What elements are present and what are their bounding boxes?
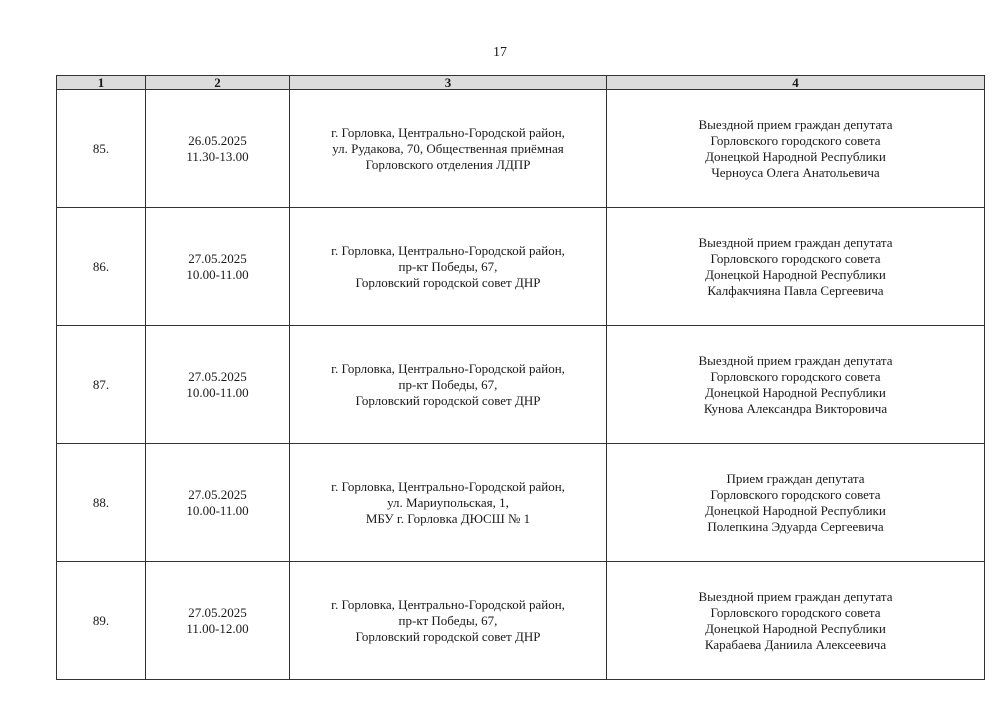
row-event: Выездной прием граждан депутата Горловского городского совета Донецкой Народной Республики Черноуса Олега Анатольевича	[607, 90, 985, 208]
row-place: г. Горловка, Центрально-Городской район, пр-кт Победы, 67, Горловский городской совет ДНР	[290, 208, 607, 326]
row-event: Выездной прием граждан депутата Горловского городского совета Донецкой Народной Республики Карабаева Даниила Алексеевича	[607, 562, 985, 680]
table-row	[57, 90, 985, 208]
row-number: 87.	[57, 326, 146, 444]
row-date-time: 27.05.2025 10.00-11.00	[146, 208, 290, 326]
row-event: Выездной прием граждан депутата Горловского городского совета Донецкой Народной Республики Калфакчияна Павла Сергеевича	[607, 208, 985, 326]
row-place: г. Горловка, Центрально-Городской район, ул. Рудакова, 70, Общественная приёмная Горловского отделения ЛДПР	[290, 90, 607, 208]
table-row	[57, 208, 985, 326]
row-number: 85.	[57, 90, 146, 208]
row-place: г. Горловка, Центрально-Городской район, ул. Мариупольская, 1, МБУ г. Горловка ДЮСШ № 1	[290, 444, 607, 562]
header-col-1: 1	[57, 76, 146, 90]
row-date-time: 26.05.2025 11.30-13.00	[146, 90, 290, 208]
row-place: г. Горловка, Центрально-Городской район, пр-кт Победы, 67, Горловский городской совет ДНР	[290, 326, 607, 444]
page-number: 17	[493, 45, 507, 60]
row-place: г. Горловка, Центрально-Городской район, пр-кт Победы, 67, Горловский городской совет ДНР	[290, 562, 607, 680]
table-row	[57, 562, 985, 680]
row-number: 88.	[57, 444, 146, 562]
row-date-time: 27.05.2025 10.00-11.00	[146, 444, 290, 562]
row-event: Выездной прием граждан депутата Горловского городского совета Донецкой Народной Республики Кунова Александра Викторовича	[607, 326, 985, 444]
table-header-row	[57, 76, 985, 90]
row-number: 89.	[57, 562, 146, 680]
header-col-3: 3	[290, 76, 607, 90]
row-date-time: 27.05.2025 11.00-12.00	[146, 562, 290, 680]
row-number: 86.	[57, 208, 146, 326]
row-date-time: 27.05.2025 10.00-11.00	[146, 326, 290, 444]
header-col-2: 2	[146, 76, 290, 90]
row-event: Прием граждан депутата Горловского городского совета Донецкой Народной Республики Полепкина Эдуарда Сергеевича	[607, 444, 985, 562]
schedule-table	[56, 75, 985, 680]
header-col-4: 4	[607, 76, 985, 90]
table-row	[57, 444, 985, 562]
table-row	[57, 326, 985, 444]
